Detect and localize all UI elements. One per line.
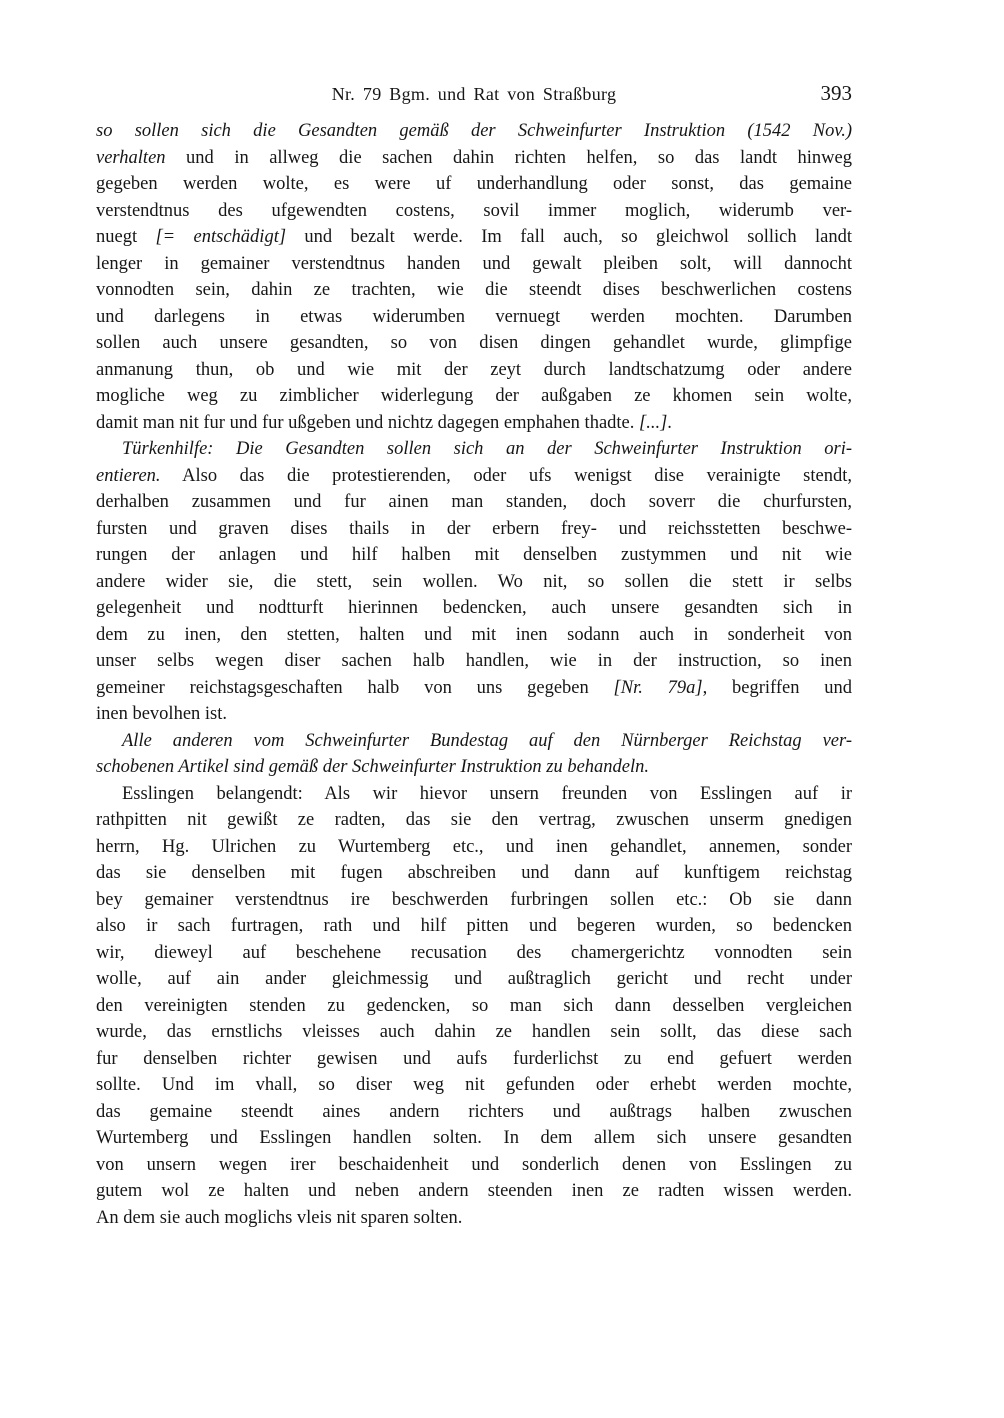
text-segment: lenger in gemainer verstendtnus handen und gewalt pleiben solt, will dannocht [96,253,852,274]
text-line [96,940,852,967]
text-segment: verstendtnus des ufgewendten costens, sovil immer moglich, widerumb ver- [96,200,852,221]
paragraph [96,118,852,436]
text-segment: das gemaine steendt aines andern richters und außtrags halben zwuschen [96,1101,852,1122]
text-segment: wir, dieweyl auf beschehene recusation des chamergerichtz vonnodten sein [96,942,852,963]
text-line [96,993,852,1020]
text-segment: sollen auch unsere gesandten, so von disen dingen gehandlet wurde, glimpfige [96,333,852,353]
text-line [96,330,852,357]
text-segment: rungen der anlagen und hilf halben mit denselben zustymmen und nit wie [96,545,852,565]
text-segment: fur denselben richter gewisen und aufs furderlichst zu end gefuert werden [96,1048,852,1069]
text-line [96,410,852,437]
text-segment: gelegenheit und nodtturft hierinnen bedencken, auch unsere gesandten sich in [96,598,852,618]
text-line [96,569,852,596]
text-line [96,463,852,490]
text-line [96,966,852,993]
text-segment: , begriffen und [702,677,852,698]
text-segment: wurde, das ernstlichs vleisses auch dahin ze handlen sein sollt, das diese sach [96,1022,852,1042]
text-segment: nuegt [96,227,156,247]
text-segment: das sie denselben mit fugen abschreiben und dann auf kunftigem reichstag [96,863,852,883]
text-line [96,1019,852,1046]
text-segment: An dem sie auch moglichs vleis nit sparen solten. [96,1207,463,1228]
text-line [96,701,852,728]
italic-text-segment: verhalten [96,147,166,168]
italic-text-segment: so sollen sich die Gesandten gemäß der Schweinfurter Instruktion (1542 Nov.) [96,121,852,141]
text-line [96,913,852,940]
text-segment: den vereinigten stenden zu gedencken, so man sich dann desselben vergleichen [96,995,852,1016]
text-segment: von unsern wegen irer beschaidenheit und sonderlich denen von Esslingen zu [96,1154,852,1175]
italic-text-segment: [...] [639,412,668,433]
text-line [96,754,852,781]
text-line [96,383,852,410]
text-segment: mogliche weg zu zimblicher widerlegung der außgaben ze khomen sein wolte, [96,386,852,406]
text-segment: sollte. Und im vhall, so diser weg nit gefunden oder erhebt werden mochte, [96,1075,852,1095]
text-line [96,516,852,543]
text-line [96,1125,852,1152]
text-line [96,887,852,914]
text-line [96,357,852,384]
text-segment: herrn, Hg. Ulrichen zu Wurtemberg etc., und inen gehandlet, annemen, sonder [96,836,852,857]
text-segment: Wurtemberg und Esslingen handlen solten. In dem allem sich unsere gesandten [96,1128,852,1148]
text-line [96,675,852,702]
text-line [96,489,852,516]
text-line [96,781,852,808]
running-title: Nr. 79 Bgm. und Rat von Straßburg [331,84,617,104]
text-segment: unser selbs wegen diser sachen halb handlen, wie in der instruction, so inen [96,651,852,671]
text-line [96,1178,852,1205]
text-segment: Also das die protestierenden, oder ufs wenigst dise verainigte stendt, [160,465,852,486]
text-line [96,1099,852,1126]
text-segment: also ir sach furtragen, rath und hilf pitten und begeren wurden, so bedencken [96,916,852,936]
text-segment: dem zu inen, den stetten, halten und mit inen sodann auch in sonderheit von [96,624,852,645]
text-segment: gutem wol ze halten und neben andern steenden inen ze radten wissen werden. [96,1181,852,1201]
text-line [96,1152,852,1179]
text-segment: und darlegens in etwas widerumben vernuegt werden mochten. Darumben [96,306,852,327]
text-line [96,834,852,861]
text-segment: anmanung thun, ob und wie mit der zeyt durch landtschatzumg oder andere [96,359,852,380]
text-segment: andere wider sie, die stett, sein wollen. Wo nit, so sollen die stett ir selbs [96,571,852,592]
text-line [96,198,852,225]
paragraph [96,436,852,728]
italic-text-segment: schobenen Artikel sind gemäß der Schweinfurter Instruktion zu behandeln. [96,757,650,777]
text-line [96,807,852,834]
text-segment: und bezalt werde. Im fall auch, so gleichwol sollich landt [286,227,852,247]
italic-text-segment: [Nr. 79a] [613,677,703,698]
text-line [96,622,852,649]
document-body [96,118,852,1231]
text-line [96,277,852,304]
italic-text-segment: [= entschädigt] [155,227,287,247]
text-segment: damit man nit fur und fur ußgeben und nichtz dagegen emphahen thadte. [96,412,640,433]
text-segment: derhalben zusammen und fur ainen man standen, doch soverr die churfursten, [96,492,852,512]
text-line [96,224,852,251]
text-segment: wolle, auf ain ander gleichmessig und außtraglich gericht und recht under [96,969,852,989]
text-segment: gemeiner reichstagsgeschaften halb von uns gegeben [96,677,614,698]
running-head [96,81,852,108]
page-number: 393 [820,81,852,105]
page-content [96,81,852,1231]
italic-text-segment: Türkenhilfe: Die Gesandten sollen sich an der Schweinfurter Instruktion ori- [122,439,852,459]
text-line [96,304,852,331]
text-line [96,542,852,569]
text-line [96,118,852,145]
text-segment: bey gemainer verstendtnus ire beschwerden furbringen sollen etc.: Ob sie dann [96,889,852,910]
text-segment: gegeben werden wolte, es were uf underhandlung oder sonst, das gemaine [96,174,852,194]
text-segment: . [667,412,672,433]
text-line [96,1072,852,1099]
text-segment: Esslingen belangendt: Als wir hievor unsern freunden von Esslingen auf ir [122,783,852,804]
text-line [96,436,852,463]
text-line [96,648,852,675]
text-line [96,860,852,887]
text-segment: fursten und graven dises thails in der erbern frey- und reichsstetten beschwe- [96,518,852,539]
italic-text-segment: Alle anderen vom Schweinfurter Bundestag auf den Nürnberger Reichstag ver- [122,730,852,751]
text-line [96,728,852,755]
text-line [96,171,852,198]
text-line [96,595,852,622]
paragraph [96,781,852,1232]
text-line [96,251,852,278]
text-line [96,1046,852,1073]
italic-text-segment: entieren. [96,465,161,486]
text-segment: inen bevolhen ist. [96,704,228,724]
text-line [96,145,852,172]
text-segment: vonnodten sein, dahin ze trachten, wie die steendt dises beschwerlichen costens [96,280,852,300]
paragraph [96,728,852,781]
text-segment: und in allweg die sachen dahin richten helfen, so das landt hinweg [165,147,852,168]
text-line [96,1205,852,1232]
text-segment: rathpitten nit gewißt ze radten, das sie den vertrag, zwuschen unserm gnedigen [96,810,852,830]
